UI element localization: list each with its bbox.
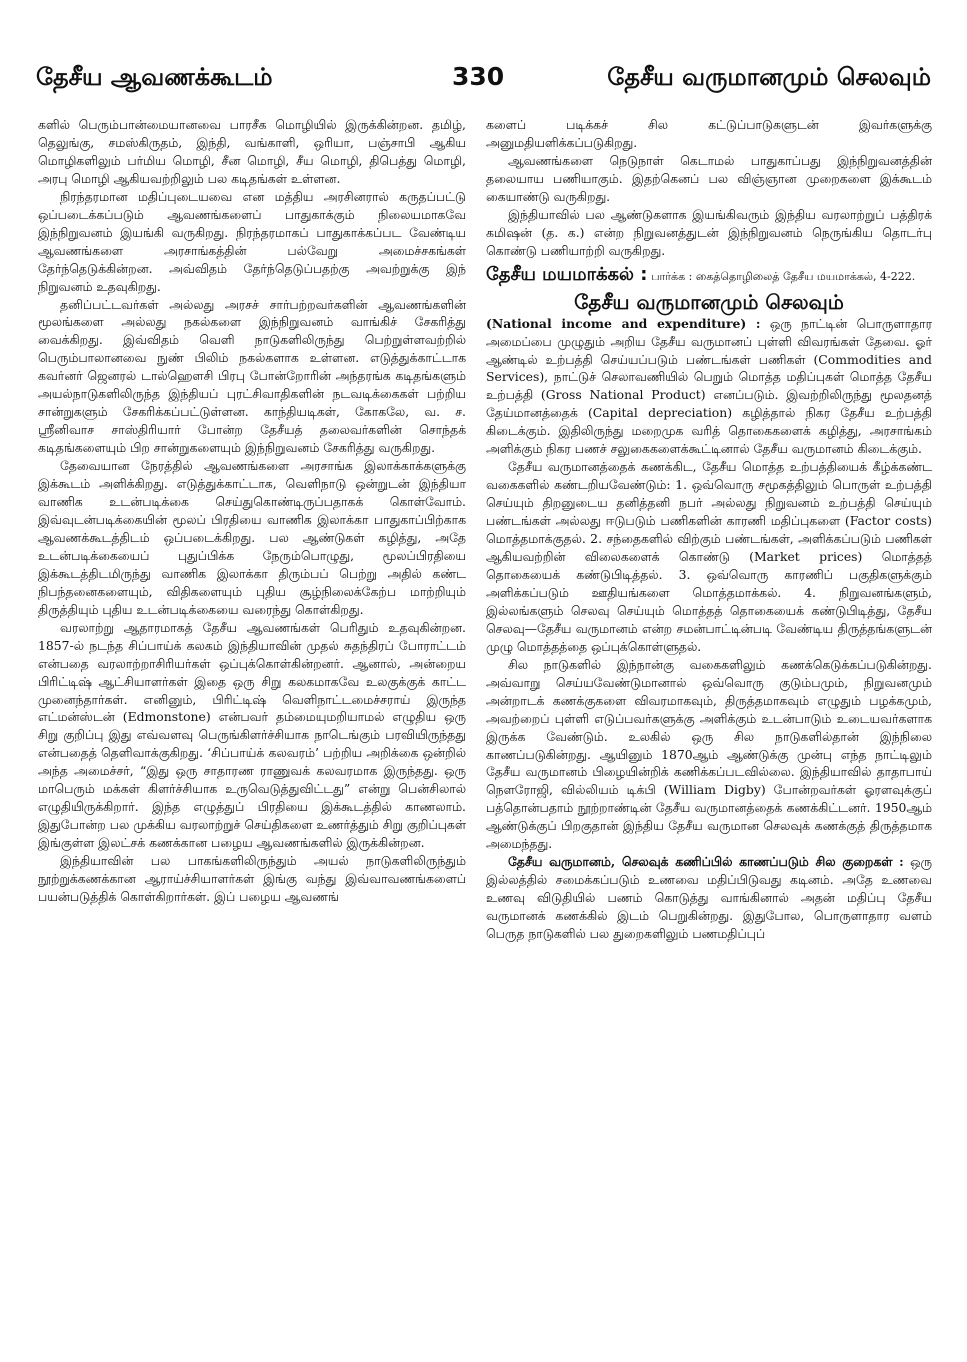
entry-income-title: தேசீய வருமானமும் செலவும் xyxy=(574,289,844,314)
right-column xyxy=(486,116,932,943)
entry-mayamakkal-text: பார்க்க : கைத்தொழிலைத் தேசீய மயமாக்கல், 4-222. xyxy=(651,269,916,283)
running-head-left: தேசீய ஆவணக்கூடம் xyxy=(36,63,273,91)
left-paragraph-4: தேவையான நேரத்தில் ஆவணங்களை அரசாங்க இலாக்காக்களுக்கு இக்கூடம் அளிக்கிறது. எடுத்துக்காட்டாக, வெளிநாடு ஒன்றுடன் இந்தியா வாணிக உடன்படிக்கை செய்துகொண்டிருப்பதாகக் கொள்வோம். இவ்வுடன்படிக்கையின் மூலப் பிரதியை வாணிக இலாக்கா பாதுகாப்பிற்காக ஆவணக்கூடத்திடம் ஒப்படைக்கிறது. பல ஆண்டுகள் கழித்து, அதே உடன்படிக்கையைப் புதுப்பிக்க நேரும்பொழுது, மூலப்பிரதியை இக்கூடத்திடமிருந்து வாணிக இலாக்கா திரும்பப் பெற்று அதில் கண்ட நிபந்தனைகளையும், விதிகளையும் புதிய சூழ்நிலைக்கேற்ப மாற்றியும் திருத்தியும் புதிய உடன்படிக்கையை வரைந்து கொள்கிறது. xyxy=(38,458,466,617)
entry-faults-title: தேசீய வருமானம், செலவுக் கணிப்பில் காணப்படும் சில குறைகள் : xyxy=(508,854,904,870)
entry-income-paragraph-3: சில நாடுகளில் இந்நான்கு வகைகளிலும் கணக்கெடுக்கப்படுகின்றது. அவ்வாறு செய்யவேண்டுமானால் ஒவ்வொரு குடும்பமும், நிறுவனமும் அன்றாடக் கணக்குகளை விவரமாகவும், திருத்தமாகவும் எழுதும் பழக்கமும், அவற்றைப் புள்ளி எடுப்பவர்களுக்கு அளிக்கும் உடன்பாடும் உடையவர்களாக இருக்க வேண்டும். உலகில் ஒரு சில நாடுகளில்தான் இந்நிலை காணப்படுகின்றது. ஆயினும் 1870ஆம் ஆண்டுக்கு முன்பு எந்த நாட்டிலும் தேசீய வருமானம் பிழையின்றிக் கணிக்கப்படவில்லை. இந்தியாவில் தாதாபாய் நௌரோஜி, வில்லியம் டிக்பி (William Digby) போன்றவர்கள் ஓரளவுக்குப் பத்தொன்பதாம் நூற்றாண்டின் தேசீய வருமானத்தைக் கணக்கிட்டனர். 1950ஆம் ஆண்டுக்குப் பிறகுதான் இந்திய தேசீய வருமான செலவுக் கணக்குத் திருத்தமாக அமைந்தது. xyxy=(486,656,932,852)
entry-mayamakkal-title: தேசீய மயமாக்கல் : xyxy=(486,263,648,285)
entry-income-english: (National income and expenditure) : xyxy=(486,315,761,331)
entry-income-paragraph-1: ஒரு நாட்டின் பொருளாதார அமைப்பை முழுதும் அறிய தேசீய வருமானப் புள்ளி விவரங்கள் தேவை. ஓர் ஆண்டில் உற்பத்தி செய்யப்படும் பண்டங்கள் பணிகள் (Commodities and Services), நாட்டுச் செலாவணியில் பெறும் மொத்த மதிப்புகள் மொத்த தேசீய உற்பத்தி (Gross National Product) எனப்படும். இவற்றிலிருந்து மூலதனத் தேய்மானத்தைக் (Capital depreciation) கழித்தால் நிகர தேசீய உற்பத்தி கிடைக்கும். இதிலிருந்து மறைமுக வரித் தொகைகளைக் கழித்து, அரசாங்கம் அளிக்கும் நிகர பணச் சலுகைகளைக்கூட்டினால் தேசீய வருமானம் கிடைக்கும். xyxy=(486,315,932,457)
right-paragraph-3: இந்தியாவில் பல ஆண்டுகளாக இயங்கிவரும் இந்திய வரலாற்றுப் பத்திரக் கமிஷன் (த. க.) என்ற நிறுவனத்துடன் இந்நிறுவனம் நெருங்கிய தொடர்பு கொண்டு பணியாற்றி வருகிறது. xyxy=(486,206,932,258)
left-paragraph-3: தனிப்பட்டவர்கள் அல்லது அரசச் சார்பற்றவர்களின் ஆவணங்களின் மூலங்களை அல்லது நகல்களை இந்நிறுவனம் வாங்கிச் சேகரித்து வைக்கிறது. இவ்விதம் வெளி நாடுகளிலிருந்து பெற்றுள்ளவற்றில் பெரும்பாலானவை நுண் பிலிம் நகல்களாக உள்ளன. எடுத்துக்காட்டாக கவர்னர் ஜெனரல் டால்ஹௌசி பிரபு போன்றோரின் அந்தரங்க கடிதங்களும் அயல்நாடுகளிலிருந்த இந்தியப் புரட்சிவாதிகளின் நடவடிக்கைகள் பற்றிய சான்றுகளும் சேகரிக்கப்பட்டுள்ளன. காந்தியடிகள், கோகலே, வ. ச. ஸ்ரீனிவாச சாஸ்திரியார் போன்ற தேசீயத் தலைவர்களின் சொந்தக் கடிதங்களையும் பிற சான்றுகளையும் இந்நிறுவனம் சேகரித்து வருகிறது. xyxy=(38,296,466,456)
entry-income-intro xyxy=(486,315,932,459)
entry-income-paragraph-2: தேசீய வருமானத்தைக் கணக்கிட, தேசீய மொத்த உற்பத்தியைக் கீழ்க்கண்ட வகைகளில் கண்டறியவேண்டும்: 1. ஒவ்வொரு சமூகத்திலும் பொருள் உற்பத்தி செய்யும் திறனுடைய தனித்தனி நபர் அல்லது நிறுவனம் உற்பத்தி செய்யும் பண்டங்கள் அல்லது ஈடுபடும் பணிகளின் காரணி மதிப்புகளை (Factor costs) மொத்தமாக்குதல். 2. சந்தைகளில் விற்கும் பண்டங்கள், அளிக்கப்படும் பணிகள் ஆகியவற்றின் விலைகளைக் கொண்டு (Market prices) மொத்தத் தொகையைக் கண்டுபிடித்தல். 3. ஒவ்வொரு காரணிப் பகுதிகளுக்கும் அளிக்கப்படும் ஊதியங்களை மொத்தமாக்கல். 4. நிறுவனங்களும், இல்லங்களும் செலவு செய்யும் மொத்தத் தொகையைக் கண்டுபிடித்து, தேசீய செலவு—தேசீய வருமானம் என்ற சமன்பாட்டின்படி வேண்டிய திருத்தங்களுடன் முழு மொத்தத்தை ஒப்புக்கொள்ளுதல். xyxy=(486,459,932,654)
left-paragraph-5: வரலாற்று ஆதாரமாகத் தேசீய ஆவணங்கள் பெரிதும் உதவுகின்றன. 1857-ல் நடந்த சிப்பாய்க் கலகம் இந்தியாவின் முதல் சுதந்திரப் போராட்டம் என்பதை வரலாற்றாசிரியர்கள் ஒப்புக்கொள்கின்றனர். ஆனால், அன்றைய பிரிட்டிஷ் ஆட்சியாளர்கள் இதை ஒரு சிறு கலகமாகவே உலகுக்குக் காட்ட முனைந்தார்கள். எனினும், பிரிட்டிஷ் வெளிநாட்டமைச்சராய் இருந்த எட்மன்ஸ்டன் (Edmonstone) என்பவர் தம்மையுமறியாமல் எழுதிய ஒரு சிறு குறிப்பு இது எவ்வளவு பெருங்கிளர்ச்சியாக நாடெங்கும் பரவியிருந்தது என்பதைத் தெளிவாக்குகிறது. ‘சிப்பாய்க் கலவரம்’ பற்றிய அறிக்கை ஒன்றில் அந்த அமைச்சர், “இது ஒரு சாதாரண ராணுவக் கலவரமாக இருந்தது. ஒரு மாபெரும் மக்கள் கிளர்ச்சியாக உருவெடுத்துவிட்டது” என்று பென்சிலால் எழுதியிருக்கிறார். இந்த எழுத்துப் பிரதியை இக்கூடத்தில் காணலாம். இதுபோன்ற பல முக்கிய வரலாற்றுச் செய்திகளை உணர்த்தும் சிறு குறிப்புகள் இங்குள்ள இலட்சக் கணக்கான பழைய ஆவணங்களில் இருக்கின்றன. xyxy=(38,619,466,851)
right-paragraph-2: ஆவணங்களை நெடுநாள் கெடாமல் பாதுகாப்பது இந்நிறுவனத்தின் தலையாய பணியாகும். இதற்கெனப் பல விஞ்ஞான முறைகளை இக்கூடம் கையாண்டு வருகிறது. xyxy=(486,152,932,204)
left-paragraph-1: களில் பெரும்பான்மையானவை பாரசீக மொழியில் இருக்கின்றன. தமிழ், தெலுங்கு, சமஸ்கிருதம், இந்தி, வங்காளி, ஒரியா, பஞ்சாபி ஆகிய மொழிகளிலும் பர்மிய மொழி, சீன மொழி, சீய மொழி, திபெத்து மொழி, அரபு மொழி ஆகியவற்றிலும் பல கடிதங்கள் உள்ளன. xyxy=(38,117,466,186)
right-paragraph-1: களைப் படிக்கச் சில கட்டுப்பாடுகளுடன் இவர்களுக்கு அனுமதியளிக்கப்படுகிறது. xyxy=(486,117,932,150)
page-header xyxy=(0,60,967,104)
page-number: 330 xyxy=(452,62,505,91)
left-column xyxy=(38,116,466,906)
entry-faults xyxy=(486,853,932,943)
left-paragraph-2: நிரந்தரமான மதிப்புடையவை என மத்திய அரசினரால் கருதப்பட்டு ஒப்படைக்கப்படும் ஆவணங்களைப் பாதுகாக்கும் நிலையமாகவே இந்நிறுவனம் இயங்கி வருகிறது. நிரந்தரமாகப் பாதுகாக்கப்பட வேண்டிய ஆவணங்களை அரசாங்கத்தின் பல்வேறு அமைச்சகங்கள் தேர்ந்தெடுக்கின்றன. அவ்விதம் தேர்ந்தெடுப்பதற்கு அவற்றுக்கு இந் நிறுவனம் உதவுகிறது. xyxy=(38,188,466,294)
entry-faults-text: ஒரு இல்லத்தில் சமைக்கப்படும் உணவை மதிப்பிடுவது கடினம். அதே உணவை உணவு விடுதியில் பணம் கொடுத்து வாங்கினால் அதன் மதிப்பு தேசீய வருமானக் கணக்கில் இடம் பெறுகின்றது. இதுபோல, பொருளாதார வளம் பெருத நாடுகளில் பல துறைகளிலும் பணமதிப்புப் xyxy=(486,854,932,942)
left-paragraph-6: இந்தியாவின் பல பாகங்களிலிருந்தும் அயல் நாடுகளிலிருந்தும் நூற்றுக்கணக்கான ஆராய்ச்சியாளர்கள் இங்கு வந்து இவ்வாவணங்களைப் பயன்படுத்திக் கொள்கிறார்கள். இப் பழைய ஆவணங் xyxy=(38,853,466,904)
running-head-right: தேசீய வருமானமும் செலவும் xyxy=(607,63,931,91)
entry-mayamakkal xyxy=(486,263,932,287)
